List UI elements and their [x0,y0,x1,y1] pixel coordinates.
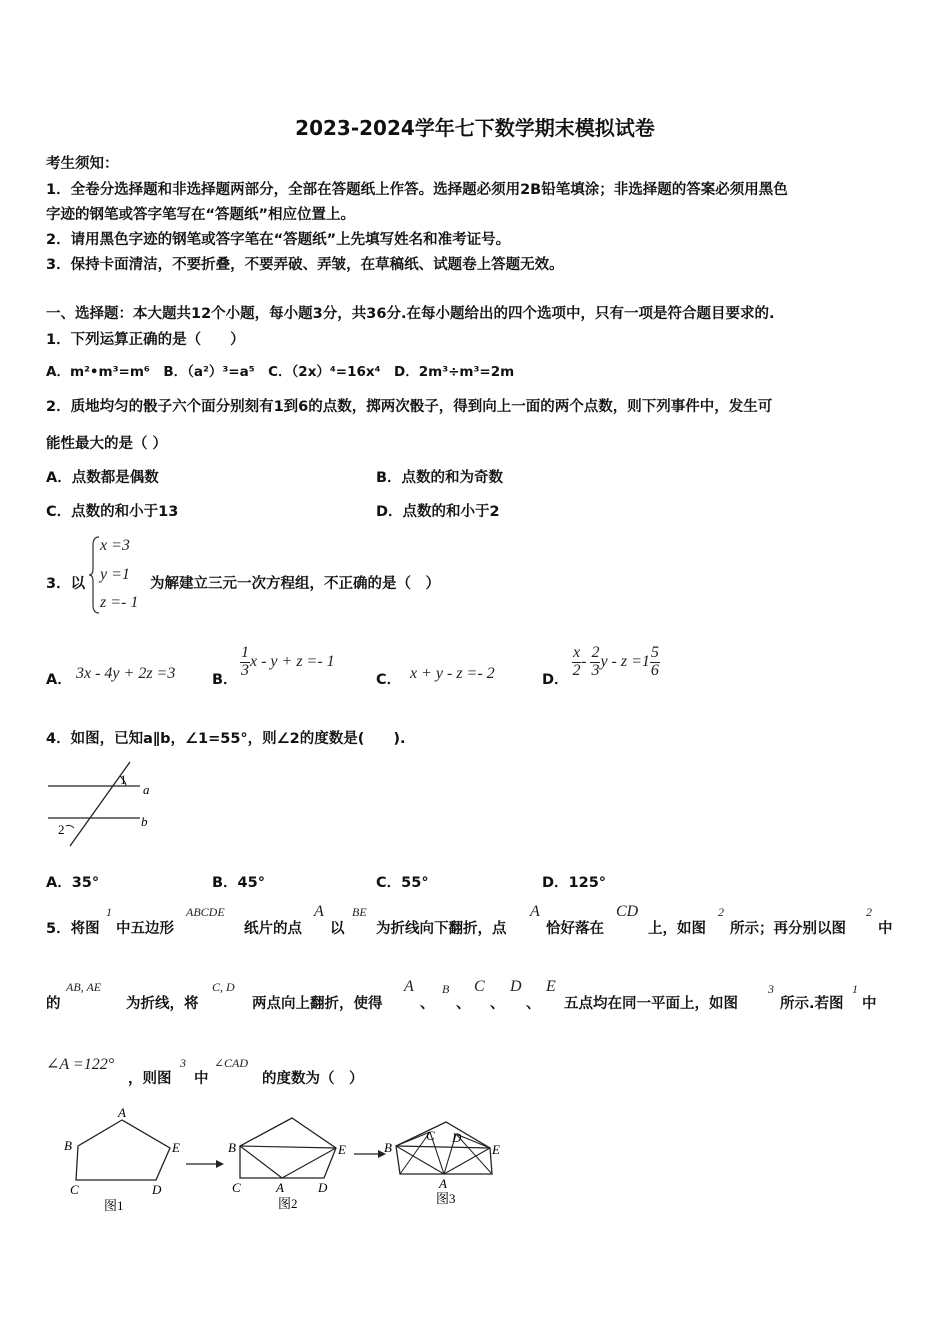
q5-line1-num1: 1 [106,905,112,919]
q3-d-num1: x [573,644,581,661]
q2-option-a: A．点数都是偶数 [46,470,159,486]
q3-d-minus: - [581,652,587,670]
q5-line2-text4: 五点均在同一平面上，如图 [564,996,738,1012]
fig2-label-c: C [232,1180,241,1195]
q3-option-b [240,645,335,680]
q4-option-c: C．55° [376,875,429,891]
fig2-caption: 图2 [278,1196,298,1211]
q3-d-den1: 2 [572,661,581,679]
fig1-label-b: B [64,1138,72,1153]
fig1-label-c: C [70,1182,79,1197]
q3-system-eq1: x =3 [100,537,130,554]
q5-line2-math7: E [546,978,556,995]
q5-line1-text5: 为折线向下翻折，点 [376,921,507,937]
q3-system-eq3: z =- 1 [100,594,139,611]
notice-item-1b: 字迹的钢笔或答字笔写在“答题纸”相应位置上。 [46,207,356,223]
q3-suffix: 为解建立三元一次方程组，不正确的是（ ） [150,576,440,592]
fig1-label-e: E [172,1140,180,1155]
notice-item-3: 3．保持卡面清洁，不要折叠，不要弄破、弄皱，在草稿纸、试题卷上答题无效。 [46,257,564,273]
q5-line2-math1: AB, AE [66,980,102,994]
q3-system-eq2: y =1 [100,566,130,583]
q5-line2-sep4: 、 [526,996,541,1012]
q5-line2-sep2: 、 [456,996,471,1012]
q3-option-c: x + y - z =- 2 [410,665,495,682]
fig2-label-a: A [276,1180,284,1195]
notice-heading: 考生须知： [46,156,119,172]
fig1-label-a: A [118,1108,126,1120]
arrow-right-icon [354,1150,386,1158]
q5-line2-math5: C [474,978,485,995]
q5-line2-math4: B [442,982,450,996]
q3-label-d: D． [542,672,569,688]
q5-line1-text2: 中五边形 [116,921,174,937]
q5-line3-math1: ∠A =122° [46,1056,115,1073]
q3-label-c: C． [376,672,402,688]
q5-line1-num3: 2 [866,905,872,919]
q5-line2-sep3: 、 [490,996,505,1012]
q2-stem-line2: 能性最大的是（ ） [46,436,168,452]
q5-line2-sep1: 、 [420,996,435,1012]
q5-line1-text4: 以 [330,921,345,937]
fig3-label-c: C [426,1128,435,1143]
q5-line3-text2: 中 [194,1071,209,1087]
q4-figure [44,758,164,850]
q3-label-a: A． [46,672,72,688]
q5-line2-math2: C, D [212,980,235,994]
q5-line2-num1: 3 [768,982,774,996]
q2-stem-line1: 2．质地均匀的骰子六个面分别刻有1到6的点数，掷两次骰子，得到向上一面的两个点数，则下列事件中，发生可 [46,399,773,415]
fig3-line-2 [456,1134,492,1174]
q3-b-numerator: 1 [241,644,249,661]
fig3-line-be [396,1146,490,1148]
q5-figures [56,1108,516,1218]
q5-line2-math3: A [404,978,414,995]
q4-stem: 4．如图，已知a∥b，∠1=55°，则∠2的度数是( ). [46,731,406,747]
q4-option-b: B．45° [212,875,265,891]
q3-label-b: B． [212,672,238,688]
q3-d-den2: 3 [591,661,600,679]
q4-option-a: A．35° [46,875,100,891]
q5-line2-text3: 两点向上翻折，使得 [252,996,383,1012]
q5-line1-text8: 所示；再分别以图 [730,921,846,937]
fig1-label-d: D [152,1182,162,1197]
q2-option-d: D．点数的和小于2 [376,504,500,520]
q5-line2-text5: 所示.若图 [780,996,844,1012]
fig3-label-b: B [384,1140,392,1155]
pentagon-abcde [76,1120,170,1180]
q5-line2-text1: 的 [46,996,61,1012]
line-ba [240,1146,282,1178]
figure-2 [228,1118,346,1211]
q3-option-d [572,645,660,680]
q2-option-b: B．点数的和为奇数 [376,470,504,486]
q5-line1-num2: 2 [718,905,724,919]
q5-line3-text1: ，则图 [128,1071,172,1087]
q5-line3-num1: 3 [180,1056,186,1070]
q3-d-den3: 6 [650,661,659,679]
q5-line3-text3: 的度数为（ ） [262,1071,364,1087]
fig2-label-d: D [318,1180,328,1195]
q5-line1-text3: 纸片的点 [244,921,302,937]
fold-line-be [240,1146,336,1148]
q3-b-rest: x - y + z =- 1 [250,652,335,670]
q5-line1-math4: A [530,903,540,920]
q5-line2-math6: D [510,978,522,995]
fig3-label-e: E [492,1142,500,1157]
label-a: a [143,782,150,797]
q5-line1-text7: 上，如图 [648,921,706,937]
q5-line2-text2: 为折线，将 [126,996,199,1012]
label-angle-1: 1 [120,772,127,787]
fig3-label-d: D [452,1130,462,1145]
notice-item-1a: 1．全卷分选择题和非选择题两部分，全部在答题纸上作答。选择题必须用2B铅笔填涂；非选择题的答案必须用黑色 [46,182,788,198]
q5-line1-text9: 中 [878,921,893,937]
q3-d-num3: 5 [650,644,659,661]
q3-b-denominator: 3 [241,661,249,679]
label-b: b [141,814,148,829]
q1-stem: 1．下列运算正确的是（ ） [46,332,245,348]
q3-d-num2: 2 [591,644,600,661]
q3-option-a: 3x - 4y + 2z =3 [76,665,176,682]
page-title: 2023-2024学年七下数学期末模拟试卷 [295,116,655,140]
q5-line1-math3: BE [352,905,367,919]
fig2-label-e: E [338,1142,346,1157]
fig2-label-b: B [228,1140,236,1155]
fig1-caption: 图1 [104,1198,124,1213]
q4-option-d: D．125° [542,875,607,891]
arrow-right-icon [186,1160,224,1168]
q5-line2-num2: 1 [852,982,858,996]
q5-line1-text1: 5．将图 [46,921,100,937]
figure-1 [64,1108,180,1213]
q5-line1-text6: 恰好落在 [546,921,604,937]
q2-option-c: C．点数的和小于13 [46,504,179,520]
q3-prefix: 3．以 [46,576,86,592]
fig3-label-a: A [439,1176,447,1191]
q5-line3-math2: ∠CAD [214,1056,249,1070]
q1-options: A．m²•m³=m⁶ B．（a²）³=a⁵ C．（2x）⁴=16x⁴ D．2m³÷m³=2m [46,364,515,380]
q5-line1-math5: CD [616,903,639,920]
fig3-caption: 图3 [436,1191,456,1206]
q5-line2-text6: 中 [862,996,877,1012]
notice-item-2: 2．请用黑色字迹的钢笔或答字笔在“答题纸”上先填写姓名和准考证号。 [46,232,511,248]
label-angle-2: 2 [58,822,65,837]
figure-3 [384,1122,500,1206]
angle-2-arc [66,825,74,828]
q3-d-rest: y - z =1 [600,652,650,670]
section-heading: 一、选择题：本大题共12个小题，每小题3分，共36分.在每小题给出的四个选项中，只有一项是符合题目要求的. [46,306,775,322]
q5-line1-math1: ABCDE [186,905,225,919]
q5-line1-math2: A [314,903,324,920]
line-ea [282,1148,336,1178]
